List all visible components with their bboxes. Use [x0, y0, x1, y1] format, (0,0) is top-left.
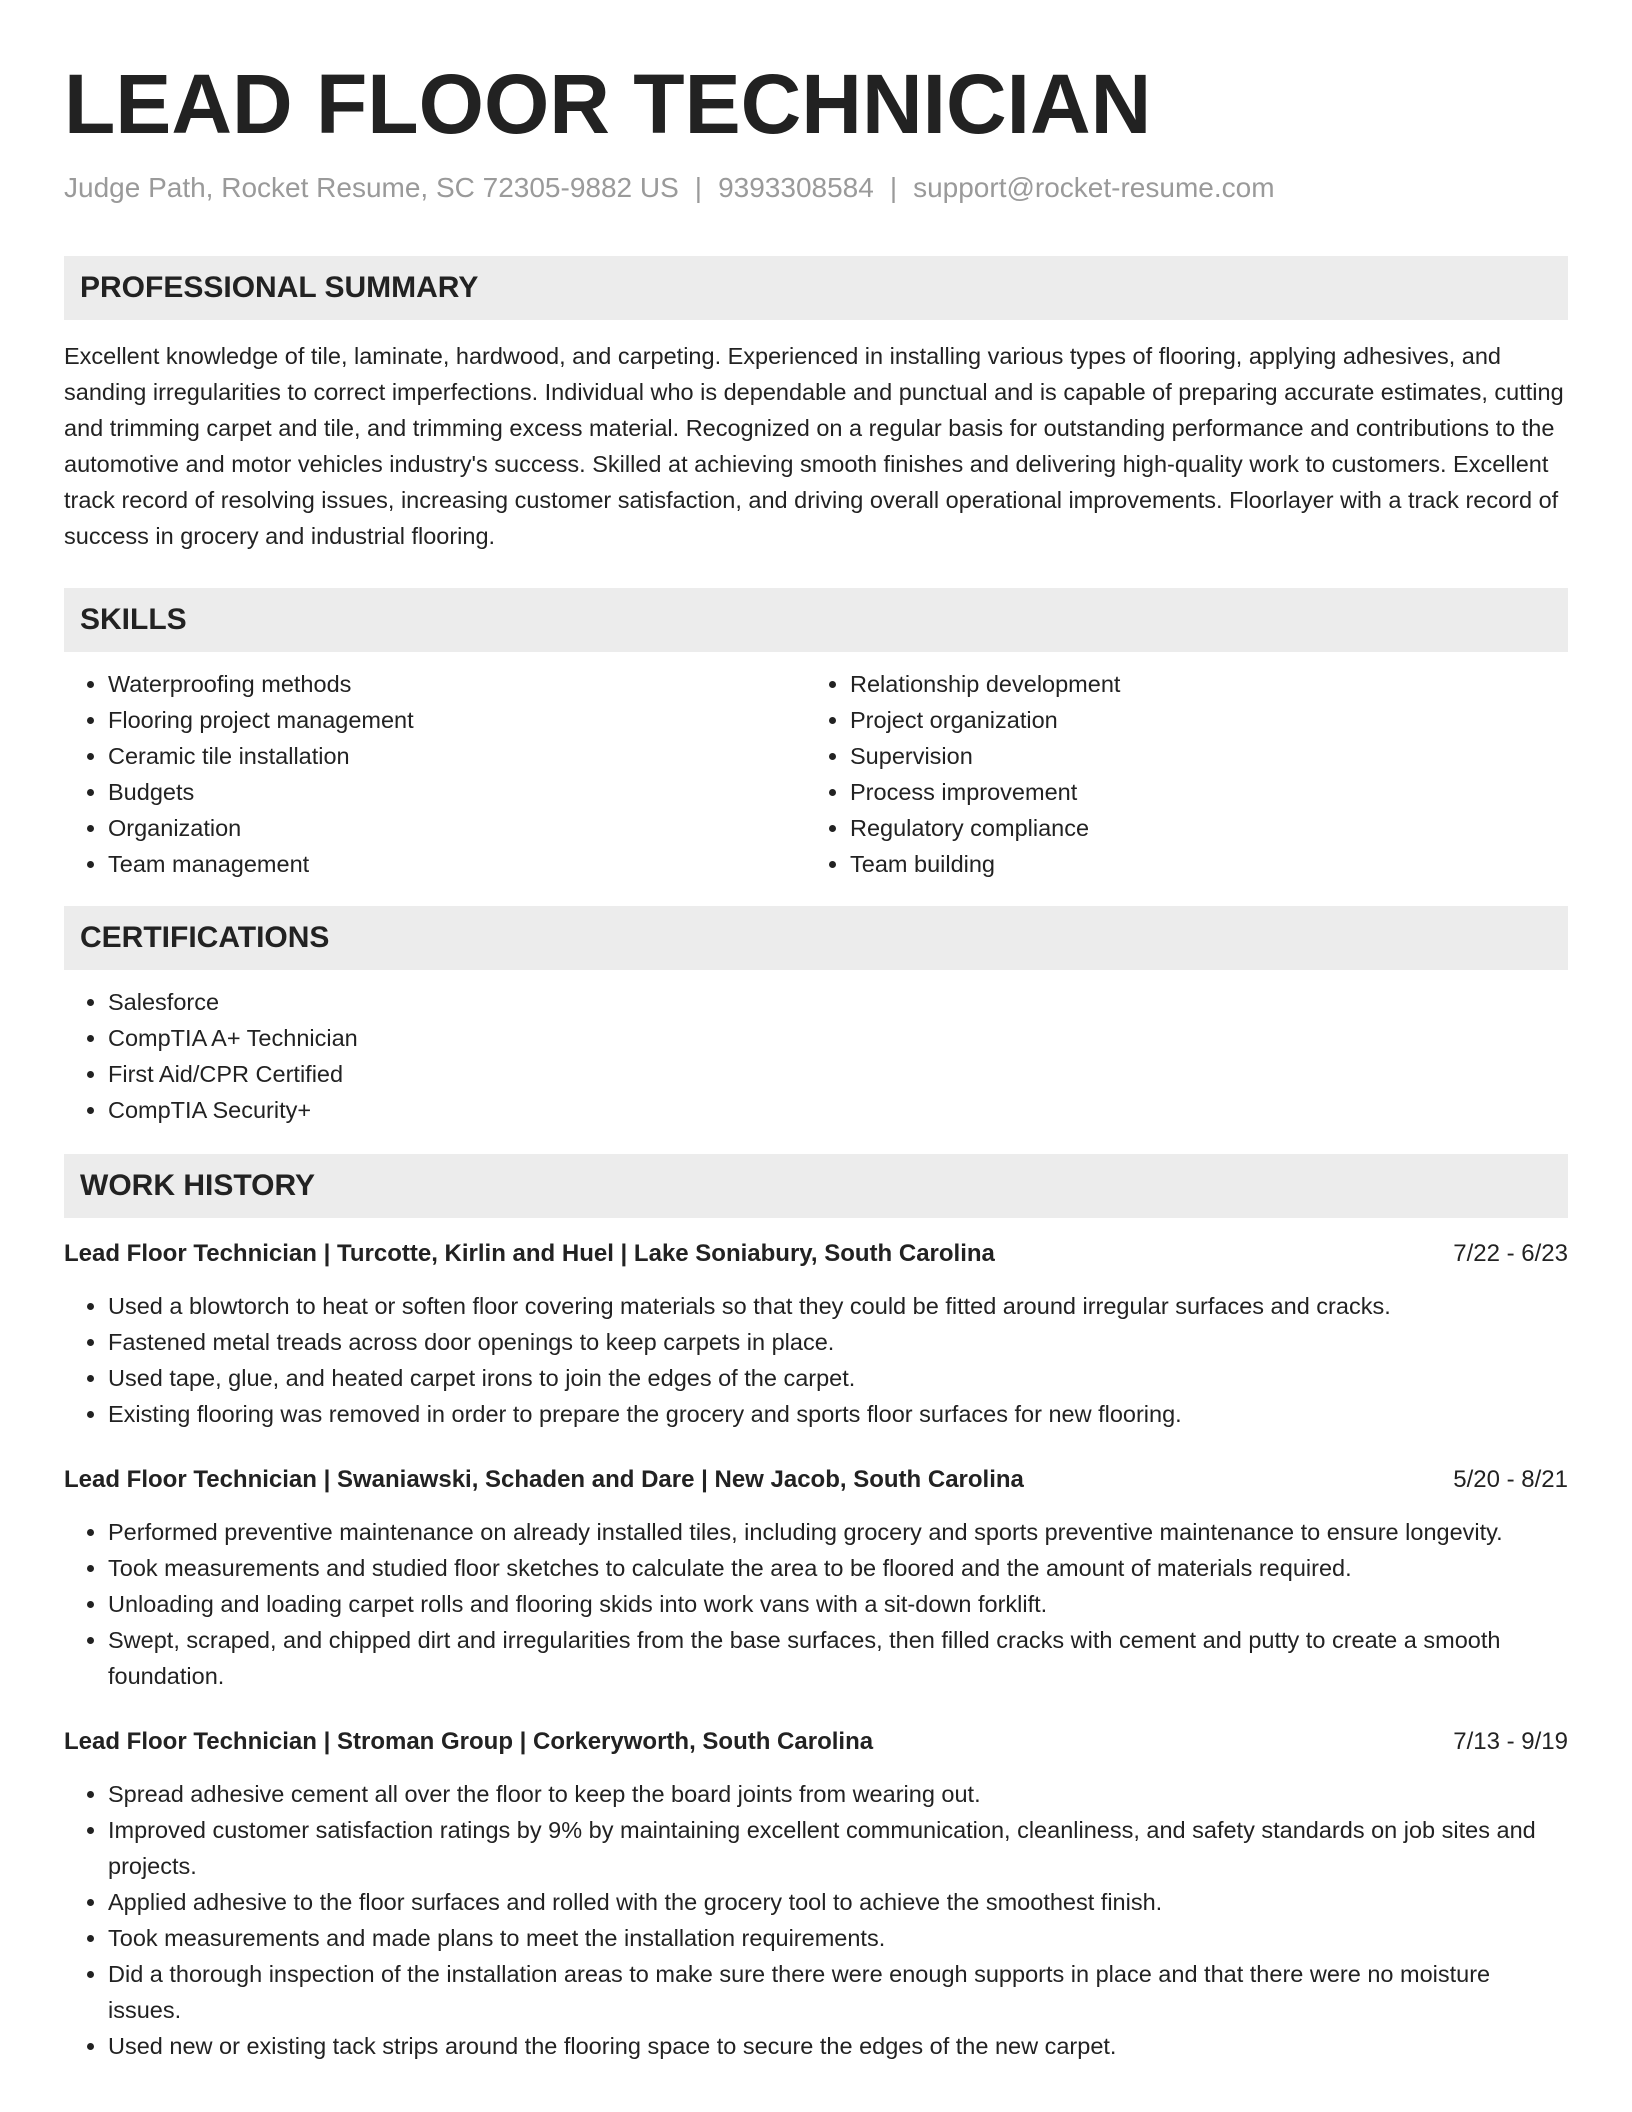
skill-item: • Process improvement: [850, 774, 1548, 810]
job-dates: 7/22 - 6/23: [1453, 1240, 1568, 1267]
contact-email: support@rocket-resume.com: [913, 172, 1275, 203]
job-dates: 5/20 - 8/21: [1453, 1466, 1568, 1493]
certification-item: • First Aid/CPR Certified: [108, 1056, 1568, 1092]
contact-phone: 9393308584: [718, 172, 874, 203]
job-entry: [64, 1236, 1568, 1432]
skill-item: • Team management: [108, 846, 806, 882]
job-bullet: • Existing flooring was removed in order to prepare the grocery and sports floor surfaces for new flooring.: [108, 1396, 1568, 1432]
job-title-row: [64, 1236, 1568, 1272]
skill-item: • Regulatory compliance: [850, 810, 1548, 846]
skills-column-left: [64, 666, 806, 882]
certification-item: • CompTIA Security+: [108, 1092, 1568, 1128]
resume-name: LEAD FLOOR TECHNICIAN: [64, 57, 1152, 151]
contact-separator: |: [694, 172, 703, 203]
job-entry: [64, 1724, 1568, 2064]
certification-item: • CompTIA A+ Technician: [108, 1020, 1568, 1056]
skills-columns: [64, 666, 1568, 882]
skill-item: • Supervision: [850, 738, 1548, 774]
job-bullet: • Took measurements and studied floor sketches to calculate the area to be floored and the amount of materials required.: [108, 1550, 1568, 1586]
job-bullet: • Unloading and loading carpet rolls and flooring skids into work vans with a sit-down forklift.: [108, 1586, 1568, 1622]
job-bullet: • Spread adhesive cement all over the floor to keep the board joints from wearing out.: [108, 1776, 1568, 1812]
job-bullets: [64, 1776, 1568, 2064]
job-bullet: • Performed preventive maintenance on already installed tiles, including grocery and sports preventive maintenance to ensure longevity.: [108, 1514, 1568, 1550]
job-bullet: • Did a thorough inspection of the installation areas to make sure there were enough supports in place and that there were no moisture issues.: [108, 1956, 1568, 2028]
skill-item: • Relationship development: [850, 666, 1548, 702]
summary-text: Excellent knowledge of tile, laminate, hardwood, and carpeting. Experienced in installing various types of flooring, applying adhesives, and sanding irregularities to correct imperfections. Individual who is dependable and punctual and is capable of preparing accurate estimates, cutting and trimming carpet and tile, and trimming excess material. Recognized on a regular basis for outstanding performance and contributions to the automotive and motor vehicles industry's success. Skilled at achieving smooth finishes and delivering high-quality work to customers. Excellent track record of resolving issues, increasing customer satisfaction, and driving overall operational improvements. Floorlayer with a track record of success in grocery and industrial flooring.: [64, 343, 1564, 549]
skill-item: • Waterproofing methods: [108, 666, 806, 702]
job-bullet: • Applied adhesive to the floor surfaces and rolled with the grocery tool to achieve the smoothest finish.: [108, 1884, 1568, 1920]
job-bullet: • Fastened metal treads across door openings to keep carpets in place.: [108, 1324, 1568, 1360]
certifications-heading: CERTIFICATIONS: [64, 906, 1568, 970]
job-title-row: [64, 1724, 1568, 1760]
skill-item: • Budgets: [108, 774, 806, 810]
contact-separator: |: [889, 172, 898, 203]
job-bullets: [64, 1288, 1568, 1432]
job-title-row: [64, 1462, 1568, 1498]
job-title: Lead Floor Technician | Stroman Group | Corkeryworth, South Carolina: [64, 1728, 874, 1755]
skill-item: • Flooring project management: [108, 702, 806, 738]
job-bullet: • Improved customer satisfaction ratings by 9% by maintaining excellent communication, cleanliness, and safety standards on job sites and projects.: [108, 1812, 1568, 1884]
skills-heading: SKILLS: [64, 588, 1568, 652]
job-title: Lead Floor Technician | Turcotte, Kirlin and Huel | Lake Soniabury, South Carolina: [64, 1240, 995, 1267]
skill-item: • Ceramic tile installation: [108, 738, 806, 774]
work-history-heading: WORK HISTORY: [64, 1154, 1568, 1218]
job-bullet: • Took measurements and made plans to meet the installation requirements.: [108, 1920, 1568, 1956]
certification-item: • Salesforce: [108, 984, 1568, 1020]
skill-item: • Organization: [108, 810, 806, 846]
job-bullet: • Swept, scraped, and chipped dirt and irregularities from the base surfaces, then filled cracks with cement and putty to create a smooth foundation.: [108, 1622, 1568, 1694]
summary-heading: PROFESSIONAL SUMMARY: [64, 256, 1568, 320]
job-entry: [64, 1462, 1568, 1694]
job-bullet: • Used a blowtorch to heat or soften floor covering materials so that they could be fitted around irregular surfaces and cracks.: [108, 1288, 1568, 1324]
skill-item: • Project organization: [850, 702, 1548, 738]
job-bullets: [64, 1514, 1568, 1694]
skill-item: • Team building: [850, 846, 1548, 882]
job-bullet: • Used new or existing tack strips around the flooring space to secure the edges of the new carpet.: [108, 2028, 1568, 2064]
certifications-list: [64, 984, 1568, 1128]
skills-column-right: [806, 666, 1548, 882]
contact-address: Judge Path, Rocket Resume, SC 72305-9882 US: [64, 172, 679, 203]
job-bullet: • Used tape, glue, and heated carpet irons to join the edges of the carpet.: [108, 1360, 1568, 1396]
job-dates: 7/13 - 9/19: [1453, 1728, 1568, 1755]
job-title: Lead Floor Technician | Swaniawski, Schaden and Dare | New Jacob, South Carolina: [64, 1466, 1024, 1493]
contact-line: [64, 170, 1568, 206]
